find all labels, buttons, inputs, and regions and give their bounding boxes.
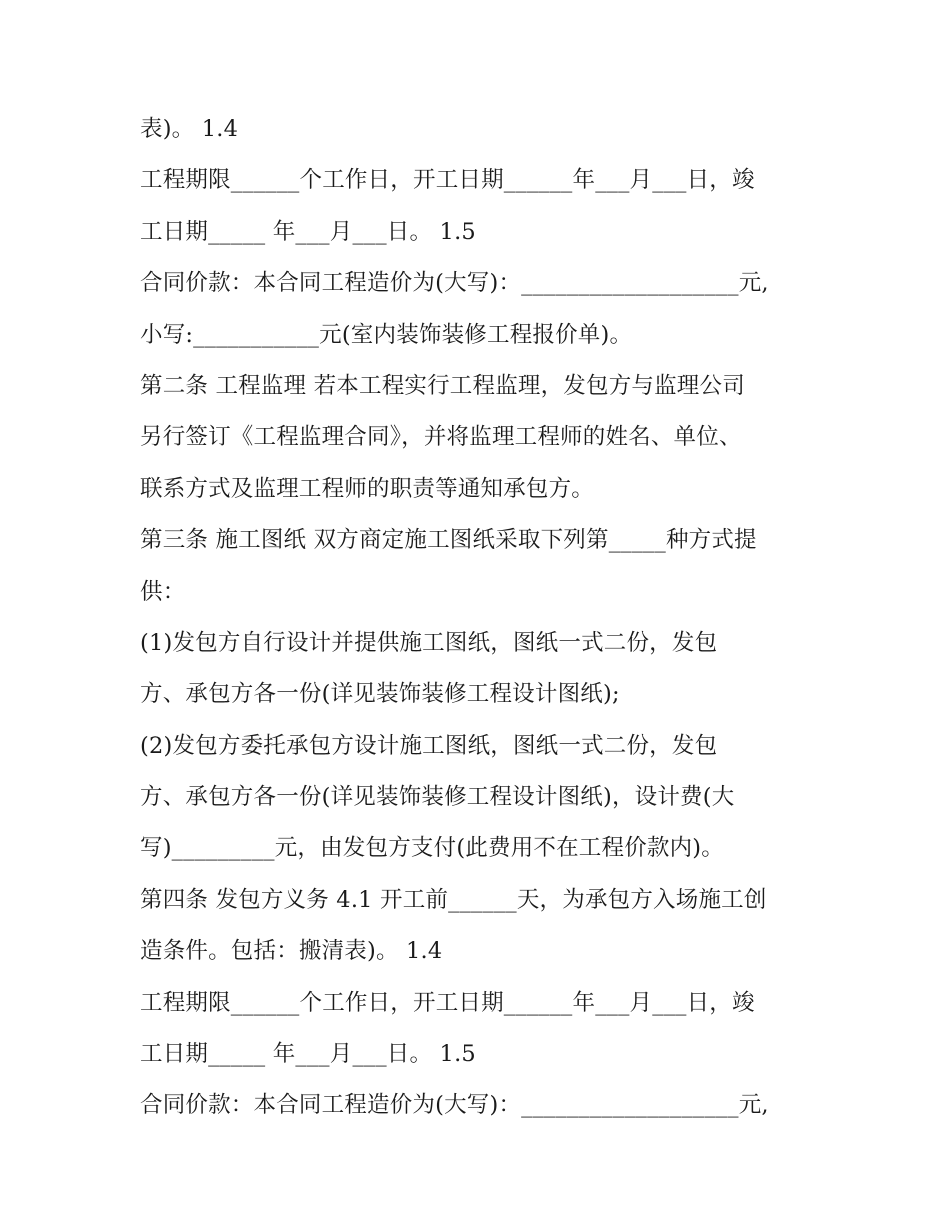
- text-line: 小写:___________元(室内装饰装修工程报价单)。: [140, 321, 633, 348]
- text-line: 造条件。包括：搬清表)。 1.4: [140, 938, 443, 965]
- text-line: 合同价款：本合同工程造价为(大写)：___________________元,: [140, 270, 769, 297]
- text-line: 方、承包方各一份(详见装饰装修工程设计图纸)，设计费(大: [140, 784, 735, 811]
- text-line: 合同价款：本合同工程造价为(大写)：___________________元,: [140, 1092, 769, 1119]
- text-line: 供：: [140, 578, 186, 605]
- text-line: 工日期_____ 年___月___日。 1.5: [140, 218, 476, 245]
- text-line: (2)发包方委托承包方设计施工图纸，图纸一式二份，发包: [140, 732, 718, 759]
- text-line: 第三条 施工图纸 双方商定施工图纸采取下列第_____种方式提: [140, 527, 757, 554]
- text-line: 表)。 1.4: [140, 116, 239, 142]
- text-line: 工日期_____ 年___月___日。 1.5: [140, 1041, 476, 1068]
- text-line: 工程期限______个工作日，开工日期______年___月___日，竣: [140, 167, 755, 194]
- document-body: [140, 104, 820, 1132]
- text-line: 工程期限______个工作日，开工日期______年___月___日，竣: [140, 989, 755, 1016]
- text-line: 第四条 发包方义务 4.1 开工前______天，为承包方入场施工创: [140, 886, 767, 913]
- text-line: 第二条 工程监理 若本工程实行工程监理，发包方与监理公司: [140, 372, 745, 399]
- text-line: 联系方式及监理工程师的职责等通知承包方。: [140, 475, 595, 502]
- text-line: (1)发包方自行设计并提供施工图纸，图纸一式二份，发包: [140, 629, 718, 656]
- text-line: 另行签订《工程监理合同》，并将监理工程师的姓名、单位、: [140, 424, 742, 451]
- text-line: 写)_________元，由发包方支付(此费用不在工程价款内)。: [140, 835, 724, 862]
- text-line: 方、承包方各一份(详见装饰装修工程设计图纸);: [140, 681, 620, 708]
